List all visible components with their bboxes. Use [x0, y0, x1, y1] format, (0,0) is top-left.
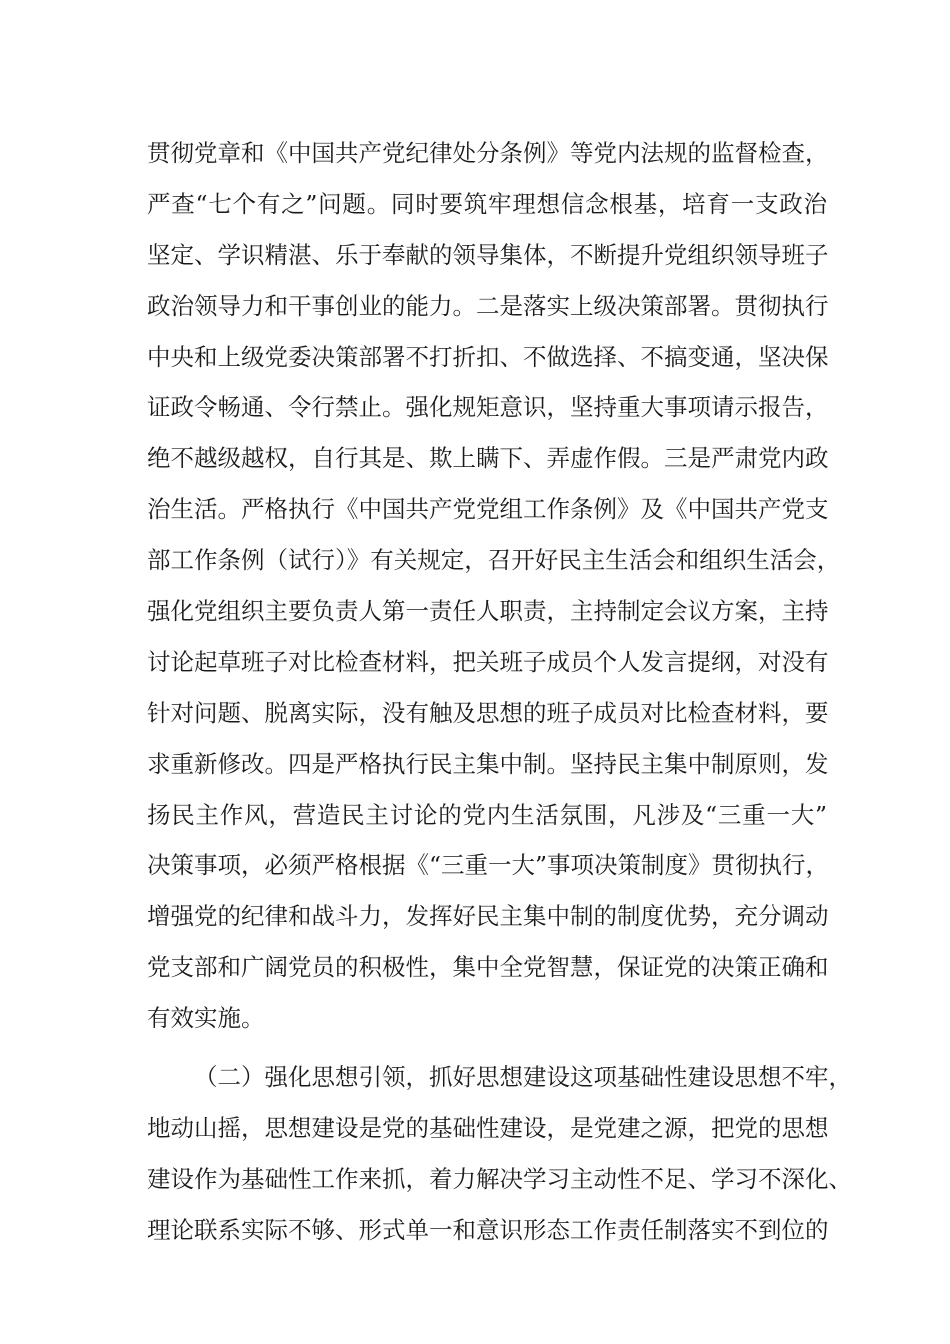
paragraph-gap: [147, 1044, 827, 1052]
text-line: 坚定、学识精湛、乐于奉献的领导集体，不断提升党组织领导班子: [147, 240, 829, 269]
text-line: 地动山摇，思想建设是党的基础性建设，是党建之源，把党的思想: [147, 1113, 829, 1142]
text-line: 绝不越级越权，自行其是、欺上瞒下、弄虚作假。三是严肃党内政: [147, 444, 829, 473]
text-line: 部工作条例（试行）》有关规定，召开好民主生活会和组织生活会，: [147, 546, 841, 575]
text-line: 强化党组织主要负责人第一责任人职责，主持制定会议方案，主持: [147, 597, 829, 626]
text-line: 讨论起草班子对比检查材料，把关班子成员个人发言提纲，对没有: [147, 647, 829, 676]
paragraph-1: [147, 128, 841, 1044]
text-line: 党支部和广阔党员的积极性，集中全党智慧，保证党的决策正确和: [147, 953, 829, 982]
text-line: 建设作为基础性工作来抓，着力解决学习主动性不足、学习不深化、: [147, 1164, 852, 1193]
text-line: 贯彻党章和《中国共产党纪律处分条例》等党内法规的监督检查，: [147, 139, 829, 167]
text-line: 证政令畅通、令行禁止。强化规矩意识，坚持重大事项请示报告，: [147, 393, 829, 422]
document-body: [147, 128, 852, 1256]
text-line: 有效实施。: [147, 1004, 265, 1033]
text-line: 治生活。严格执行《中国共产党党组工作条例》及《中国共产党支: [147, 495, 829, 524]
text-line: 决策事项，必须严格根据《“三重一大”事项决策制度》贯彻执行，: [147, 851, 830, 880]
text-line: 针对问题、脱离实际，没有触及思想的班子成员对比检查材料，要: [147, 698, 829, 727]
text-line: 严查“七个有之”问题。同时要筑牢理想信念根基，培育一支政治: [147, 189, 827, 218]
text-line: （二）强化思想引领，抓好思想建设这项基础性建设思想不牢，: [194, 1063, 852, 1092]
text-line: 理论联系实际不够、形式单一和意识形态工作责任制落实不到位的: [147, 1215, 829, 1244]
text-line: 求重新修改。四是严格执行民主集中制。坚持民主集中制原则，发: [147, 749, 829, 778]
text-line: 增强党的纪律和战斗力，发挥好民主集中制的制度优势，充分调动: [147, 902, 829, 931]
text-line: 扬民主作风，营造民主讨论的党内生活氛围，凡涉及“三重一大”: [147, 800, 827, 829]
paragraph-2: [147, 1052, 852, 1256]
text-line: 政治领导力和干事创业的能力。二是落实上级决策部署。贯彻执行: [147, 291, 829, 320]
text-line: 中央和上级党委决策部署不打折扣、不做选择、不搞变通，坚决保: [147, 342, 829, 371]
